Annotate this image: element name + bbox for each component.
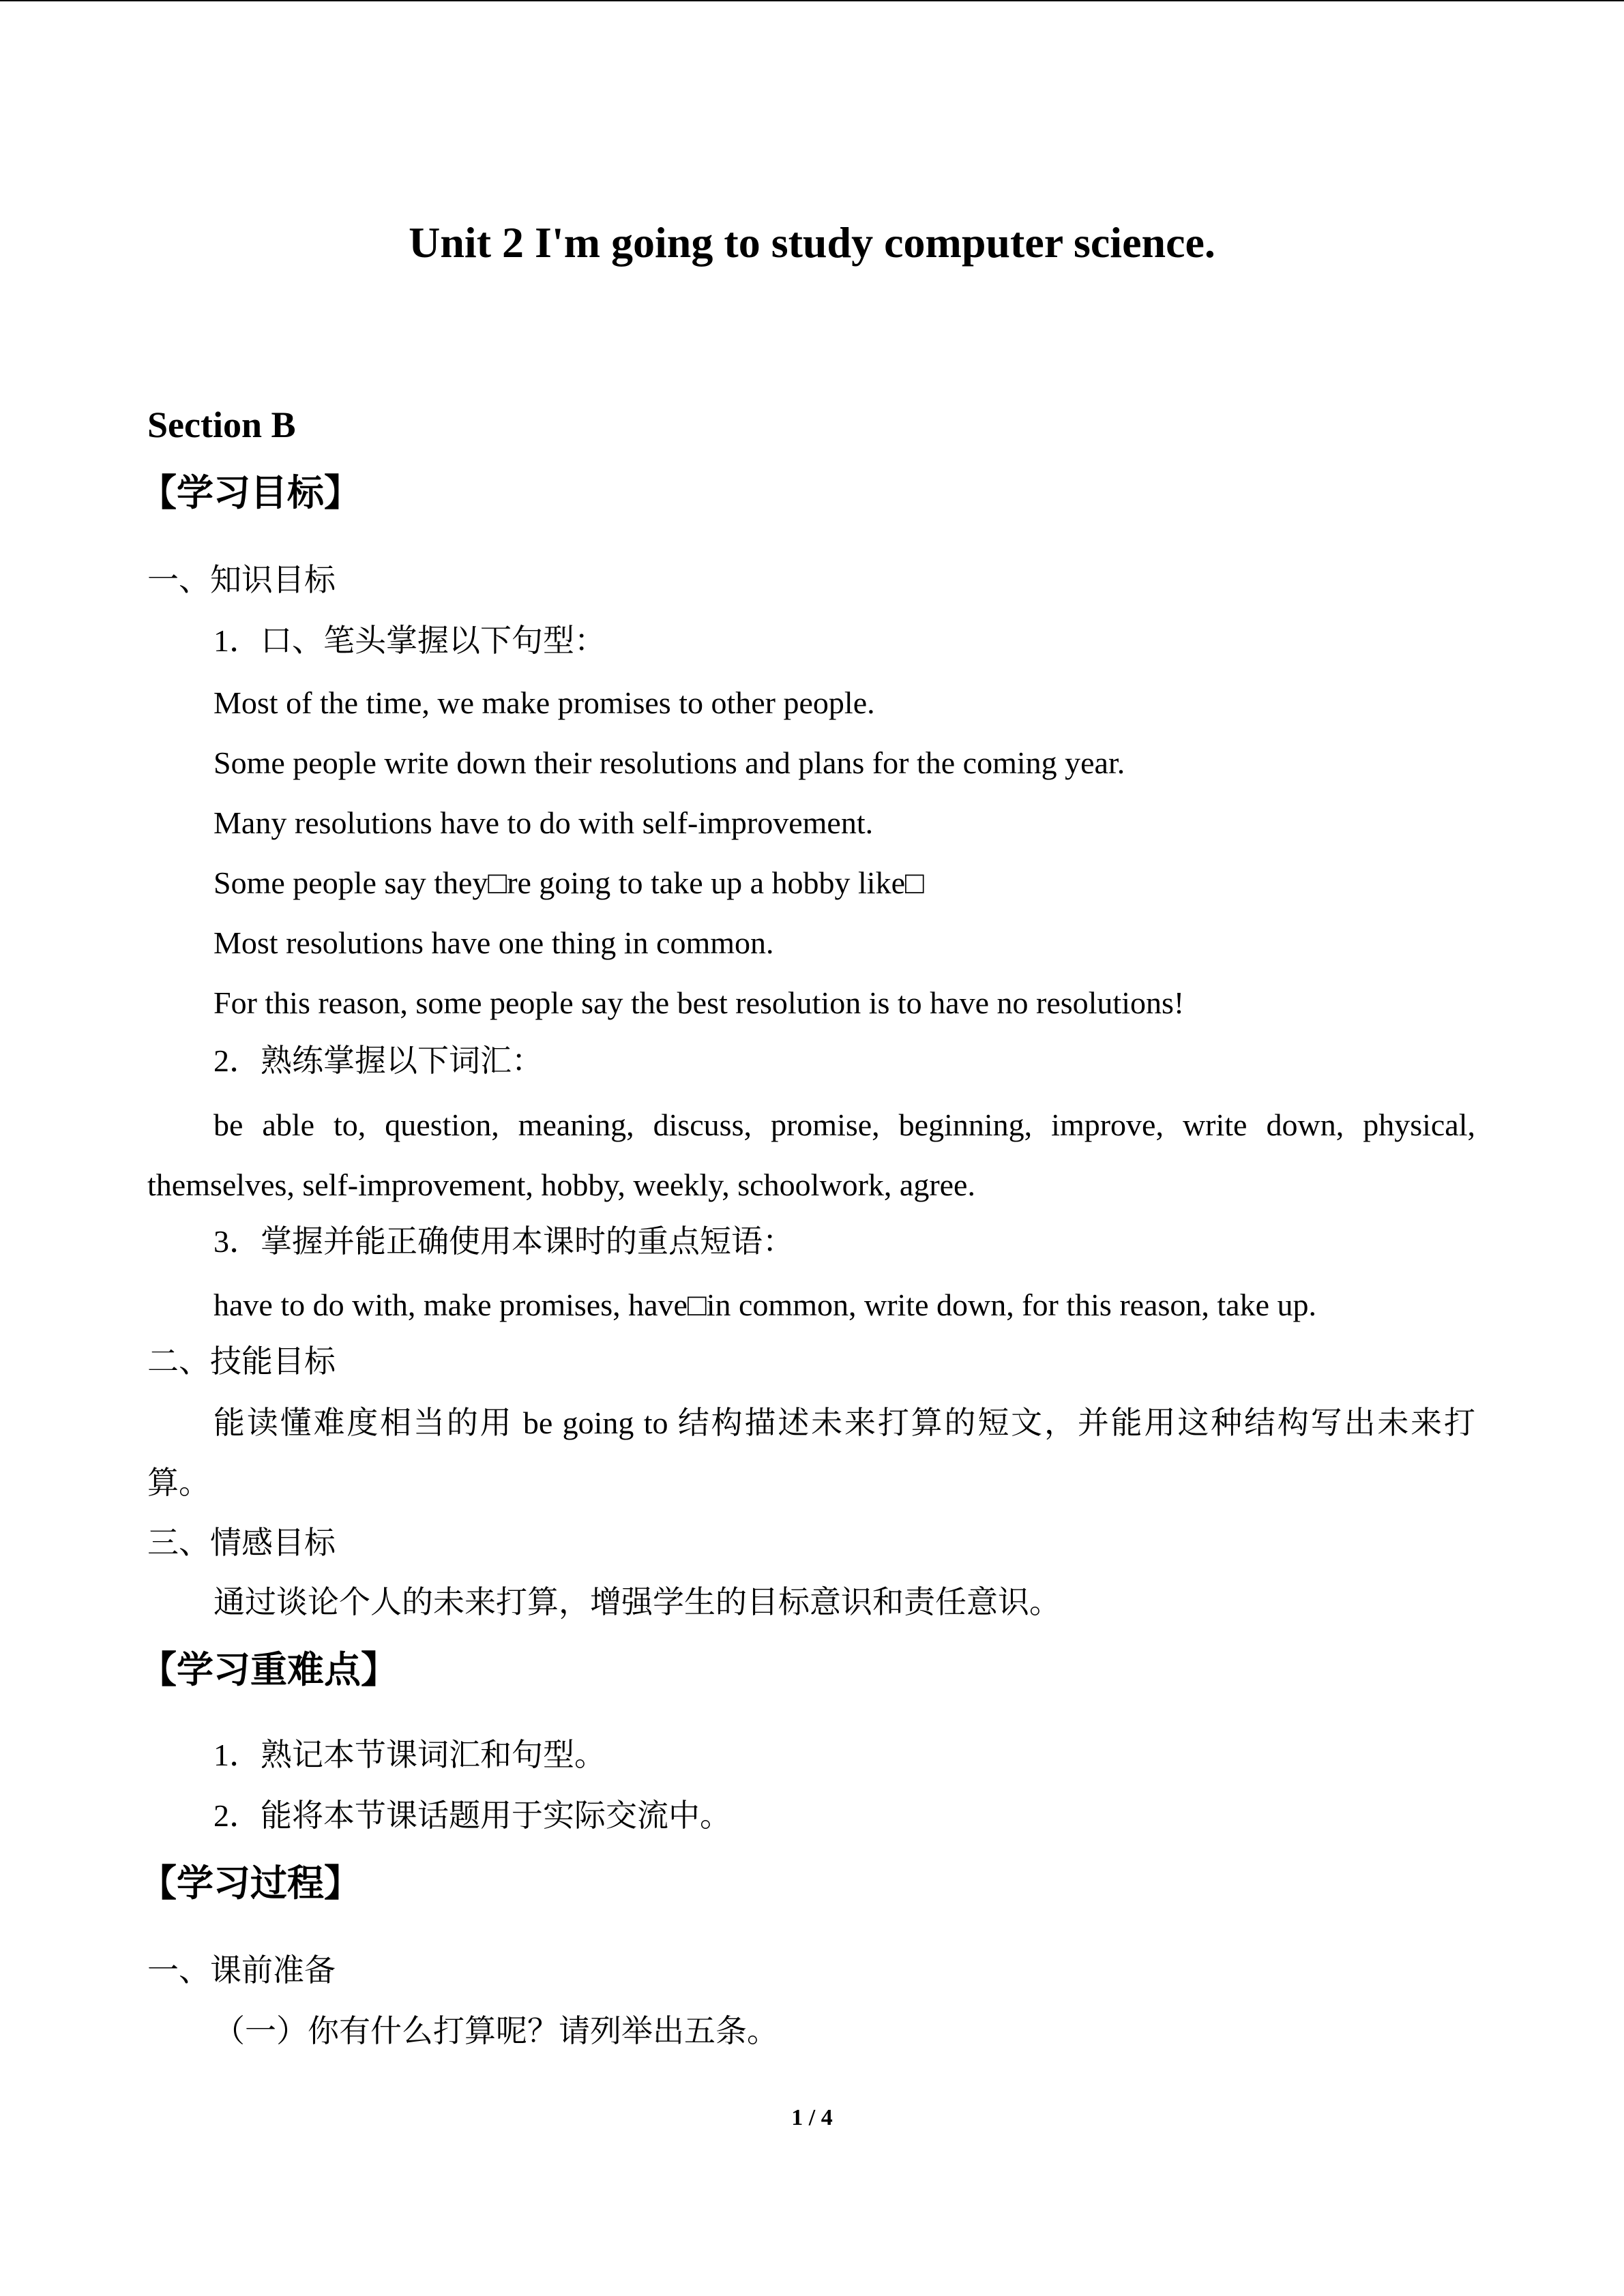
- sentence-3: Many resolutions have to do with self-improvement.: [213, 805, 874, 840]
- objective-item-1: 1．口、笔头掌握以下句型：: [213, 623, 606, 658]
- preparation-title: 一、课前准备: [147, 1953, 336, 1988]
- key-phrases: have to do with, make promises, have□in common, write down, for this reason, take up.: [213, 1287, 1316, 1322]
- knowledge-objectives-title: 一、知识目标: [147, 563, 336, 597]
- vocab-line-1: be able to, question, meaning, discuss, promise, beginning, improve, write down, physical,: [213, 1107, 1475, 1142]
- vocab-line-2: themselves, self-improvement, hobby, weekly, schoolwork, agree.: [147, 1167, 975, 1202]
- sentence-6: For this reason, some people say the best resolution is to have no resolutions!: [213, 985, 1185, 1020]
- document-title: Unit 2 I'm going to study computer science.: [409, 218, 1215, 267]
- sentence-5: Most resolutions have one thing in common.: [213, 925, 774, 960]
- sentence-2: Some people write down their resolutions and plans for the coming year.: [213, 745, 1125, 780]
- skills-objectives-title: 二、技能目标: [147, 1344, 336, 1379]
- skills-text-line-2: 算。: [147, 1465, 210, 1500]
- preparation-item-1: （一）你有什么打算呢？请列举出五条。: [213, 2014, 778, 2048]
- section-label: Section B: [147, 404, 296, 445]
- skills-text-line-1: 能读懂难度相当的用 be going to 结构描述未来打算的短文，并能用这种结构写出未来打: [213, 1405, 1475, 1440]
- key-point-2: 2．能将本节课话题用于实际交流中。: [213, 1798, 731, 1833]
- sentence-1: Most of the time, we make promises to other people.: [213, 685, 875, 720]
- heading-objectives: 【学习目标】: [140, 471, 361, 514]
- objective-item-2: 2．熟练掌握以下词汇：: [213, 1043, 543, 1078]
- key-point-1: 1．熟记本节课词汇和句型。: [213, 1738, 606, 1772]
- heading-key-points: 【学习重难点】: [140, 1648, 398, 1691]
- emotion-objectives-text: 通过谈论个人的未来打算，增强学生的目标意识和责任意识。: [213, 1585, 1061, 1620]
- objective-item-3: 3．掌握并能正确使用本课时的重点短语：: [213, 1224, 794, 1259]
- heading-process: 【学习过程】: [140, 1862, 361, 1905]
- emotion-objectives-title: 三、情感目标: [147, 1525, 336, 1560]
- page-number: 1 / 4: [791, 2105, 833, 2130]
- sentence-4: Some people say they□re going to take up a hobby like□: [213, 865, 924, 900]
